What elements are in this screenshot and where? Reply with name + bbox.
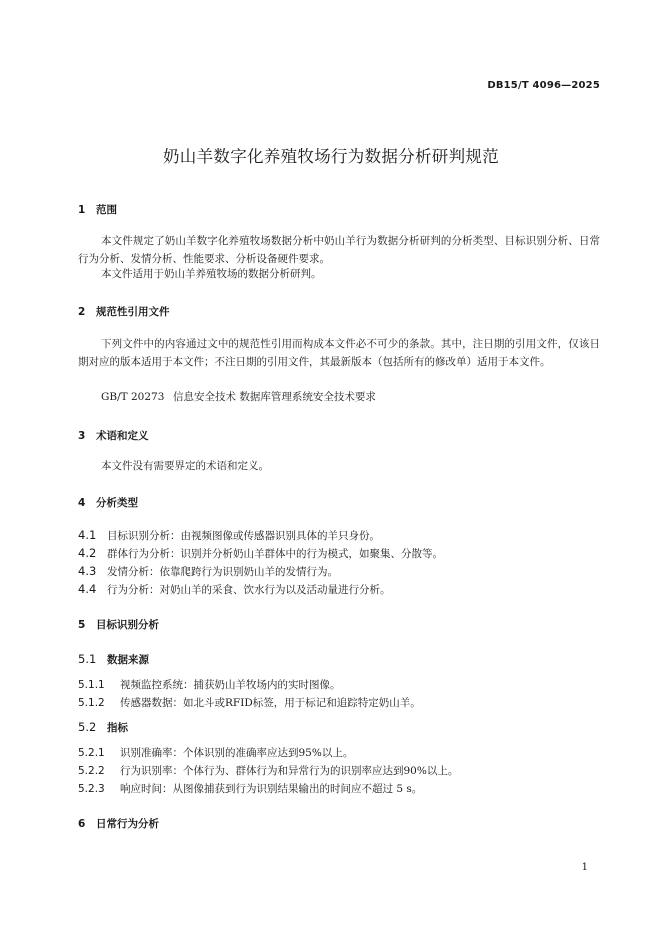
clause-text: 识别准确率：个体识别的准确率应达到95%以上。 (120, 747, 354, 759)
clause-text: 视频监控系统：捕获奶山羊牧场内的实时图像。 (120, 679, 341, 691)
clause-number: 4.4 (78, 582, 97, 596)
clause-number: 5.2.2 (78, 765, 105, 777)
clause-text: 发情分析：依靠爬跨行为识别奶山羊的发情行为。 (107, 566, 338, 578)
subsection-number: 5.1 (78, 652, 97, 666)
section-number: 2 (78, 306, 86, 318)
clause-number: 5.1.2 (78, 697, 105, 709)
subsection-title: 数据来源 (107, 654, 149, 666)
section-title: 规范性引用文件 (96, 306, 170, 318)
subsection-title: 指标 (107, 722, 128, 734)
subsection-5-1-heading (78, 652, 149, 667)
paragraph: 下列文件中的内容通过文中的规范性引用而构成本文件必不可少的条款。其中，注日期的引用文件，仅该日期对应的版本适用于本文件；不注日期的引用文件，其最新版本（包括所有的修改单）适用于本文件。 (78, 338, 600, 368)
clause-text: 传感器数据：如北斗或RFID标签，用于标记和追踪特定奶山羊。 (120, 697, 421, 709)
section-number: 6 (78, 818, 86, 830)
list-item (78, 677, 341, 692)
normative-reference (101, 389, 376, 404)
list-item (78, 695, 421, 710)
section-title: 范围 (96, 204, 117, 216)
section-number: 3 (78, 430, 86, 442)
list-item (78, 546, 443, 561)
section-title: 术语和定义 (96, 430, 149, 442)
clause-text: 群体行为分析：识别并分析奶山羊群体中的行为模式，如聚集、分散等。 (107, 548, 443, 560)
reference-title: 信息安全技术 数据库管理系统安全技术要求 (173, 391, 376, 403)
subsection-5-2-heading (78, 720, 128, 735)
section-5-heading (78, 617, 159, 632)
paragraph: 本文件适用于奶山羊养殖牧场的数据分析研判。 (101, 268, 322, 280)
section-number: 5 (78, 619, 86, 631)
list-item (78, 763, 458, 778)
list-item (78, 564, 338, 579)
clause-number: 4.3 (78, 564, 97, 578)
section-2-heading (78, 304, 170, 319)
section-4-heading (78, 495, 138, 510)
section-3-heading (78, 428, 149, 443)
clause-number: 5.1.1 (78, 679, 105, 691)
clause-number: 4.2 (78, 546, 97, 560)
list-item (78, 781, 422, 796)
section-title: 分析类型 (96, 497, 138, 509)
clause-text: 目标识别分析：由视频图像或传感器识别具体的羊只身份。 (107, 530, 380, 542)
reference-code: GB/T 20273 (101, 391, 165, 403)
paragraph: 本文件没有需要界定的术语和定义。 (101, 460, 269, 472)
subsection-number: 5.2 (78, 720, 97, 734)
list-item (78, 528, 380, 543)
section-1-heading (78, 202, 117, 217)
standard-number: DB15/T 4096—2025 (487, 80, 600, 91)
clause-text: 行为分析：对奶山羊的采食、饮水行为以及活动量进行分析。 (107, 584, 391, 596)
clause-text: 响应时间：从图像捕获到行为识别结果输出的时间应不超过 5 s。 (120, 783, 423, 795)
clause-number: 4.1 (78, 528, 97, 542)
section-number: 4 (78, 497, 86, 509)
clause-text: 行为识别率：个体行为、群体行为和异常行为的识别率应达到90%以上。 (120, 765, 459, 777)
section-6-heading (78, 816, 159, 831)
list-item (78, 582, 391, 597)
document-title: 奶山羊数字化养殖牧场行为数据分析研判规范 (163, 147, 499, 166)
page-number: 1 (581, 862, 588, 873)
section-title: 日常行为分析 (96, 818, 159, 830)
section-title: 目标识别分析 (96, 619, 159, 631)
clause-number: 5.2.1 (78, 747, 105, 759)
paragraph: 本文件规定了奶山羊数字化养殖牧场数据分析中奶山羊行为数据分析研判的分析类型、目标识别分析、日常行为分析、发情分析、性能要求、分析设备硬件要求。 (78, 235, 600, 265)
section-number: 1 (78, 204, 86, 216)
clause-number: 5.2.3 (78, 783, 105, 795)
list-item (78, 745, 353, 760)
